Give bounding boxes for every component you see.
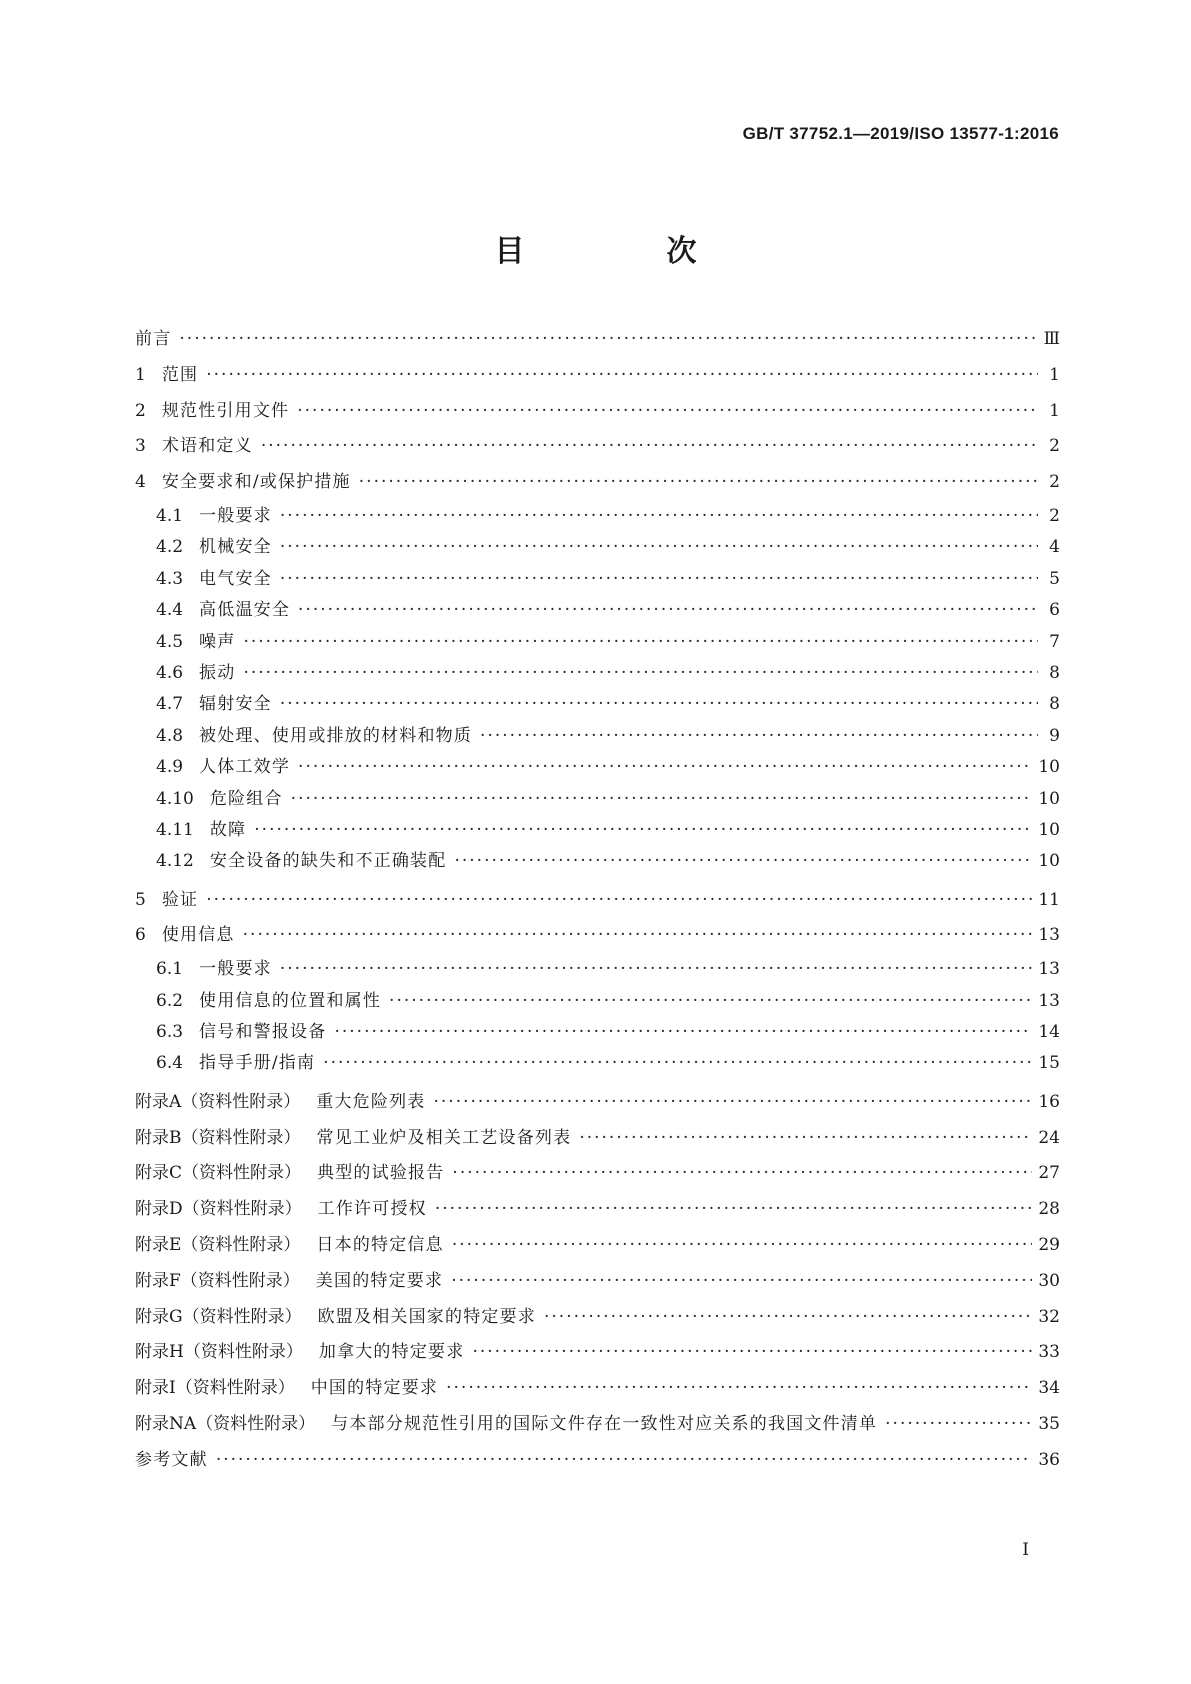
toc-entry-number: 附录A（资料性附录）	[135, 1091, 301, 1112]
toc-entry-label: 故障	[209, 819, 247, 840]
toc-entry[interactable]	[135, 1300, 1060, 1336]
toc-entry[interactable]	[135, 1228, 1060, 1264]
toc-entry[interactable]	[135, 564, 1060, 595]
toc-leader-dots	[291, 784, 1033, 815]
toc-entry[interactable]	[135, 815, 1060, 846]
toc-entry-label: 与本部分规范性引用的国际文件存在一致性对应关系的我国文件清单	[331, 1414, 878, 1434]
toc-entry-number: 4	[135, 472, 146, 493]
toc-entry-number: 6	[135, 925, 146, 946]
toc-entry-label: 高低温安全	[199, 600, 291, 621]
toc-entry[interactable]	[135, 358, 1060, 394]
toc-entry-label: 信号和警报设备	[199, 1022, 327, 1043]
toc-leader-dots	[280, 532, 1038, 563]
toc-entry-page: 7	[1049, 631, 1060, 652]
toc-entry-page: 1	[1049, 400, 1060, 421]
toc-entry-label: 参考文献	[135, 1449, 208, 1470]
toc-entry-label: 术语和定义	[161, 436, 253, 457]
toc-entry[interactable]	[135, 846, 1060, 877]
toc-leader-dots	[298, 752, 1032, 783]
toc-entry[interactable]	[135, 1264, 1060, 1300]
toc-entry-number: 附录F（资料性附录）	[135, 1270, 300, 1291]
toc-leader-dots	[243, 918, 1033, 954]
toc-leader-dots	[298, 595, 1038, 626]
toc-entry-page: 13	[1038, 959, 1060, 980]
toc-entry-label: 振动	[199, 662, 236, 683]
toc-leader-dots	[454, 846, 1032, 877]
toc-entry-page: Ⅲ	[1043, 329, 1060, 349]
toc-entry-label: 验证	[161, 889, 199, 910]
toc-entry-number: 附录B（资料性附录）	[135, 1127, 301, 1148]
toc-entry-number: 附录NA（资料性附录）	[135, 1414, 316, 1434]
toc-entry-page: 28	[1038, 1199, 1060, 1220]
toc-entry[interactable]	[135, 721, 1060, 752]
toc-leader-dots	[452, 1228, 1033, 1264]
toc-entry-page: 29	[1038, 1235, 1060, 1256]
toc-entry-number: 1	[135, 364, 146, 385]
toc-entry-page: 2	[1049, 505, 1060, 526]
toc-entry-page: 8	[1049, 662, 1060, 683]
toc-entry-page: 2	[1049, 472, 1060, 493]
toc-entry[interactable]	[135, 752, 1060, 783]
toc-entry[interactable]	[135, 658, 1060, 689]
toc-leader-dots	[179, 322, 1037, 358]
toc-entry-label: 重大危险列表	[316, 1091, 426, 1112]
toc-entry-page: 2	[1049, 436, 1060, 457]
toc-entry-page: 5	[1049, 568, 1060, 589]
toc-leader-dots	[254, 815, 1032, 846]
toc-entry-page: 30	[1038, 1270, 1060, 1291]
toc-entry[interactable]	[135, 394, 1060, 430]
toc-entry-label: 危险组合	[209, 788, 283, 809]
toc-entry-page: 13	[1038, 925, 1060, 946]
toc-entry-page: 36	[1038, 1449, 1060, 1470]
toc-entry-label: 使用信息的位置和属性	[199, 990, 382, 1011]
toc-entry[interactable]	[135, 532, 1060, 563]
toc-entry-label: 电气安全	[199, 568, 272, 589]
toc-entry-label: 常见工业炉及相关工艺设备列表	[316, 1127, 572, 1148]
toc-entry-page: 35	[1038, 1414, 1060, 1434]
toc-leader-dots	[297, 394, 1038, 430]
toc-entry-label: 前言	[135, 329, 172, 349]
toc-leader-dots	[435, 1192, 1033, 1228]
toc-entry-page: 1	[1049, 364, 1060, 385]
toc-entry[interactable]	[135, 1121, 1060, 1157]
toc-entry-number: 附录E（资料性附录）	[135, 1235, 301, 1256]
toc-entry-page: 10	[1038, 819, 1060, 840]
toc-entry[interactable]	[135, 1371, 1060, 1407]
toc-entry-label: 加拿大的特定要求	[318, 1342, 465, 1363]
toc-entry-label: 规范性引用文件	[161, 400, 290, 421]
page-title: 目 次	[494, 234, 753, 269]
toc-entry-label: 噪声	[199, 631, 236, 652]
toc-entry[interactable]	[135, 954, 1060, 985]
toc-entry-number: 附录I（资料性附录）	[135, 1378, 295, 1399]
toc-entry[interactable]	[135, 1335, 1060, 1371]
toc-entry-page: 13	[1038, 990, 1060, 1011]
toc-entry-number: 6.3	[156, 1022, 184, 1043]
toc-leader-dots	[323, 1048, 1032, 1079]
toc-entry-number: 4.9	[156, 757, 184, 778]
toc-leader-dots	[452, 1156, 1032, 1192]
toc-entry[interactable]	[135, 986, 1060, 1017]
toc-entry-number: 4.8	[156, 725, 184, 746]
toc-entry[interactable]	[135, 627, 1060, 658]
toc-entry-label: 被处理、使用或排放的材料和物质	[199, 725, 473, 746]
toc-entry-label: 典型的试验报告	[317, 1163, 445, 1184]
toc-entry-label: 欧盟及相关国家的特定要求	[317, 1306, 536, 1327]
toc-leader-dots	[334, 1017, 1032, 1048]
toc-entry-number: 4.2	[156, 537, 184, 558]
toc-leader-dots	[389, 986, 1032, 1017]
toc-entry-label: 安全要求和/或保护措施	[161, 472, 351, 493]
toc-entry[interactable]	[135, 429, 1060, 465]
toc-leader-dots	[451, 1264, 1032, 1300]
toc-entry[interactable]	[135, 595, 1060, 626]
toc-entry-page: 33	[1038, 1342, 1060, 1363]
toc-entry[interactable]	[135, 465, 1060, 501]
toc-leader-dots	[216, 1443, 1033, 1479]
toc-entry-number: 4.11	[156, 819, 194, 840]
toc-entry-number: 4.7	[156, 694, 184, 715]
toc-entry-page: 16	[1038, 1091, 1060, 1112]
toc-entry-number: 4.4	[156, 600, 184, 621]
toc-entry[interactable]	[135, 1048, 1060, 1079]
toc-entry-page: 24	[1038, 1127, 1060, 1148]
toc-entry-number: 4.6	[156, 662, 184, 683]
toc-entry-label: 工作许可授权	[317, 1199, 427, 1220]
toc-entry-number: 2	[135, 400, 146, 421]
toc-entry-label: 人体工效学	[199, 757, 291, 778]
toc-entry-number: 3	[135, 436, 146, 457]
toc-entry-page: 10	[1038, 757, 1060, 778]
toc-entry-page: 4	[1049, 537, 1060, 558]
toc-entry-page: 10	[1038, 851, 1060, 872]
toc-entry[interactable]	[135, 1192, 1060, 1228]
toc-leader-dots	[446, 1371, 1032, 1407]
toc-entry-number: 4.10	[156, 788, 194, 809]
toc-entry-page: 34	[1038, 1378, 1060, 1399]
toc-entry[interactable]	[135, 918, 1060, 954]
toc-entry[interactable]	[135, 1443, 1060, 1479]
toc-entry-label: 中国的特定要求	[310, 1378, 439, 1399]
toc-leader-dots	[480, 721, 1038, 752]
toc-entry-label: 使用信息	[161, 925, 235, 946]
toc-entry-label: 安全设备的缺失和不正确装配	[209, 851, 447, 872]
toc-entry-number: 4.12	[156, 851, 194, 872]
toc-leader-dots	[206, 883, 1032, 919]
toc-leader-dots	[885, 1407, 1032, 1443]
toc-entry-label: 一般要求	[199, 505, 272, 526]
toc-entry[interactable]	[135, 689, 1060, 720]
toc-leader-dots	[544, 1300, 1032, 1336]
toc-entry[interactable]	[135, 883, 1060, 919]
toc-entry[interactable]	[135, 1407, 1060, 1443]
toc-entry-label: 日本的特定信息	[316, 1235, 444, 1256]
toc-entry-page: 11	[1038, 889, 1060, 910]
toc-entry[interactable]	[135, 322, 1060, 358]
toc-entry[interactable]	[135, 1017, 1060, 1048]
toc-leader-dots	[359, 465, 1038, 501]
toc-entry-label: 指导手册/指南	[199, 1053, 316, 1074]
toc-entry-label: 机械安全	[199, 537, 272, 558]
toc-entry-page: 10	[1038, 788, 1060, 809]
toc-entry-number: 附录H（资料性附录）	[135, 1342, 303, 1363]
toc-entry-page: 32	[1038, 1306, 1060, 1327]
toc-entry[interactable]	[135, 1085, 1060, 1121]
toc-leader-dots	[280, 564, 1038, 595]
toc-leader-dots	[472, 1335, 1032, 1371]
toc-entry-label: 范围	[161, 364, 199, 385]
toc-leader-dots	[433, 1085, 1032, 1121]
toc-leader-dots	[206, 358, 1038, 394]
toc-entry-number: 4.3	[156, 568, 184, 589]
toc-entry-page: 15	[1038, 1053, 1060, 1074]
toc-entry-number: 附录C（资料性附录）	[135, 1163, 302, 1184]
toc-entry-number: 4.1	[156, 505, 184, 526]
toc-entry-number: 附录G（资料性附录）	[135, 1306, 302, 1327]
toc-entry-number: 5	[135, 889, 146, 910]
toc-leader-dots	[280, 954, 1033, 985]
toc-entry-page: 14	[1038, 1022, 1060, 1043]
toc-entry[interactable]	[135, 784, 1060, 815]
toc-entry-page: 8	[1049, 694, 1060, 715]
toc-entry-number: 4.5	[156, 631, 184, 652]
standard-number: GB/T 37752.1—2019/ISO 13577-1:2016	[742, 124, 1059, 143]
toc-entry[interactable]	[135, 501, 1060, 532]
toc-entry-label: 美国的特定要求	[315, 1270, 444, 1291]
toc-leader-dots	[280, 501, 1038, 532]
toc-entry-number: 6.4	[156, 1053, 184, 1074]
toc-entry-label: 辐射安全	[199, 694, 272, 715]
toc-entry-number: 6.1	[156, 959, 184, 980]
toc-entry-number: 6.2	[156, 990, 184, 1011]
toc-entry-page: 27	[1038, 1163, 1060, 1184]
toc-entry-page: 9	[1049, 725, 1060, 746]
page-number: I	[1022, 1540, 1029, 1560]
toc-leader-dots	[243, 658, 1038, 689]
toc-entry-page: 6	[1049, 600, 1060, 621]
toc-leader-dots	[579, 1121, 1032, 1157]
toc-entry[interactable]	[135, 1156, 1060, 1192]
toc-entry-number: 附录D（资料性附录）	[135, 1199, 302, 1220]
toc-leader-dots	[280, 689, 1038, 720]
toc-leader-dots	[243, 627, 1038, 658]
toc-entry-label: 一般要求	[199, 959, 272, 980]
toc-leader-dots	[261, 429, 1038, 465]
table-of-contents	[135, 322, 1060, 1479]
